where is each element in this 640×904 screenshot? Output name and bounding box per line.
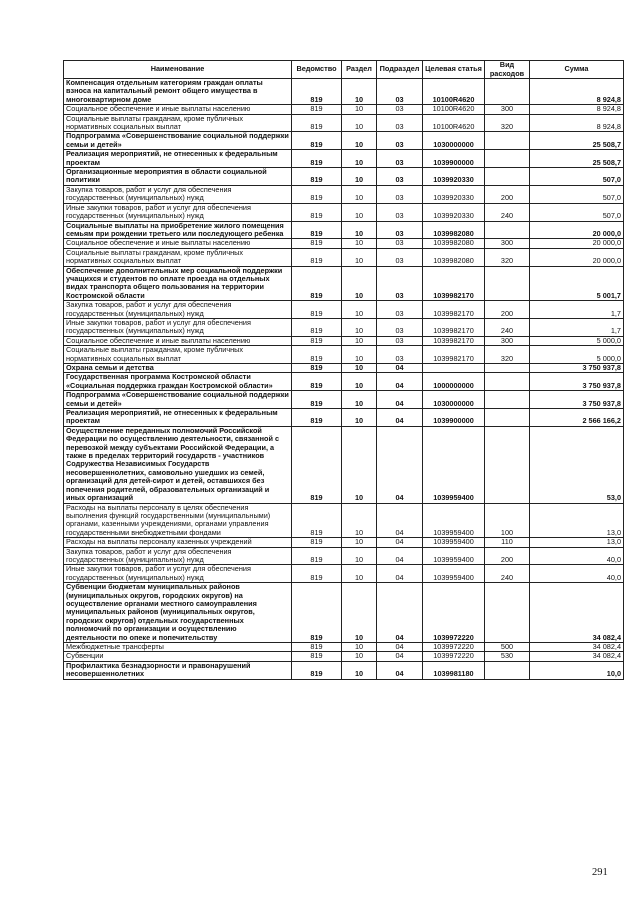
cell-article: [423, 364, 485, 373]
header-subsection: Подраздел: [377, 61, 423, 79]
cell-sum: 5 000,0: [530, 336, 624, 345]
cell-subsection: 03: [377, 301, 423, 319]
table-row: [64, 391, 624, 409]
cell-name: Социальные выплаты гражданам, кроме публичных нормативных социальных выплат: [64, 114, 292, 132]
cell-name: Реализация мероприятий, не отнесенных к федеральным проектам: [64, 150, 292, 168]
cell-article: 1039982170: [423, 318, 485, 336]
cell-section: 10: [342, 503, 377, 538]
cell-section: 10: [342, 150, 377, 168]
cell-subsection: 03: [377, 221, 423, 239]
cell-kind: [485, 79, 530, 105]
cell-kind: 240: [485, 565, 530, 583]
cell-article: 1039982170: [423, 346, 485, 364]
cell-article: 1039920330: [423, 185, 485, 203]
cell-kind: 300: [485, 239, 530, 248]
cell-subsection: 04: [377, 503, 423, 538]
table-row: [64, 426, 624, 503]
cell-name: Субвенции: [64, 652, 292, 661]
cell-dept: 819: [292, 547, 342, 565]
cell-name: Закупка товаров, работ и услуг для обеспечения государственных (муниципальных) нужд: [64, 301, 292, 319]
cell-article: 10100R4620: [423, 79, 485, 105]
cell-subsection: 03: [377, 185, 423, 203]
cell-article: 1039972220: [423, 652, 485, 661]
cell-kind: 320: [485, 114, 530, 132]
cell-name: Расходы на выплаты персоналу казенных учреждений: [64, 538, 292, 547]
cell-sum: 507,0: [530, 168, 624, 186]
cell-kind: 200: [485, 185, 530, 203]
cell-kind: [485, 221, 530, 239]
table-header-row: [64, 61, 624, 79]
cell-subsection: 03: [377, 318, 423, 336]
cell-subsection: 03: [377, 266, 423, 301]
cell-name: Обеспечение дополнительных мер социальной поддержки учащихся и студентов по оплате проезда на отдельных видах транспорта общего пользования на территории Костромской области: [64, 266, 292, 301]
cell-dept: 819: [292, 168, 342, 186]
cell-article: 1039982080: [423, 248, 485, 266]
cell-name: Расходы на выплаты персоналу в целях обеспечения выполнения функций государственными (муниципальными) органами, казенными учреждениями, органами управления государственными внебюджетными фондами: [64, 503, 292, 538]
cell-dept: 819: [292, 652, 342, 661]
cell-name: Организационные мероприятия в области социальной политики: [64, 168, 292, 186]
cell-sum: 507,0: [530, 203, 624, 221]
cell-article: 1039959400: [423, 547, 485, 565]
table-row: [64, 203, 624, 221]
table-row: [64, 538, 624, 547]
cell-section: 10: [342, 652, 377, 661]
cell-section: 10: [342, 248, 377, 266]
cell-sum: 507,0: [530, 185, 624, 203]
table-row: [64, 373, 624, 391]
cell-dept: 819: [292, 583, 342, 643]
cell-subsection: 04: [377, 391, 423, 409]
cell-article: 1039982080: [423, 239, 485, 248]
cell-article: 1039900000: [423, 409, 485, 427]
cell-dept: 819: [292, 426, 342, 503]
cell-kind: [485, 373, 530, 391]
cell-subsection: 04: [377, 643, 423, 652]
cell-section: 10: [342, 373, 377, 391]
cell-kind: 240: [485, 203, 530, 221]
cell-sum: 34 082,4: [530, 643, 624, 652]
cell-dept: 819: [292, 346, 342, 364]
cell-dept: 819: [292, 364, 342, 373]
cell-sum: 3 750 937,8: [530, 391, 624, 409]
cell-dept: 819: [292, 301, 342, 319]
table-row: [64, 547, 624, 565]
header-name: Наименование: [64, 61, 292, 79]
cell-name: Профилактика безнадзорности и правонарушений несовершеннолетних: [64, 661, 292, 679]
header-dept: Ведомство: [292, 61, 342, 79]
cell-name: Государственная программа Костромской области «Социальная поддержка граждан Костромской области»: [64, 373, 292, 391]
header-section: Раздел: [342, 61, 377, 79]
cell-article: 1039972220: [423, 643, 485, 652]
header-article: Целевая статья: [423, 61, 485, 79]
table-row: [64, 185, 624, 203]
cell-subsection: 04: [377, 538, 423, 547]
cell-name: Социальное обеспечение и иные выплаты населению: [64, 239, 292, 248]
table-row: [64, 114, 624, 132]
cell-sum: 1,7: [530, 318, 624, 336]
cell-dept: 819: [292, 150, 342, 168]
table-row: [64, 266, 624, 301]
cell-section: 10: [342, 301, 377, 319]
cell-dept: 819: [292, 318, 342, 336]
cell-name: Реализация мероприятий, не отнесенных к федеральным проектам: [64, 409, 292, 427]
cell-kind: 300: [485, 336, 530, 345]
cell-sum: 3 750 937,8: [530, 364, 624, 373]
cell-name: Компенсация отдельным категориям граждан оплаты взноса на капитальный ремонт общего имущества в многоквартирном доме: [64, 79, 292, 105]
cell-section: 10: [342, 565, 377, 583]
cell-kind: [485, 266, 530, 301]
cell-name: Социальное обеспечение и иные выплаты населению: [64, 336, 292, 345]
cell-subsection: 04: [377, 426, 423, 503]
cell-section: 10: [342, 391, 377, 409]
cell-section: 10: [342, 364, 377, 373]
cell-kind: 240: [485, 318, 530, 336]
cell-dept: 819: [292, 565, 342, 583]
table-row: [64, 105, 624, 114]
cell-subsection: 03: [377, 203, 423, 221]
cell-section: 10: [342, 79, 377, 105]
cell-subsection: 04: [377, 373, 423, 391]
cell-sum: 40,0: [530, 565, 624, 583]
cell-section: 10: [342, 346, 377, 364]
table-row: [64, 503, 624, 538]
cell-kind: 500: [485, 643, 530, 652]
table-row: [64, 221, 624, 239]
table-row: [64, 643, 624, 652]
cell-dept: 819: [292, 661, 342, 679]
cell-dept: 819: [292, 643, 342, 652]
cell-section: 10: [342, 661, 377, 679]
cell-kind: [485, 661, 530, 679]
table-row: [64, 318, 624, 336]
cell-article: 1039982170: [423, 266, 485, 301]
cell-section: 10: [342, 168, 377, 186]
cell-sum: 34 082,4: [530, 652, 624, 661]
table-row: [64, 661, 624, 679]
cell-name: Иные закупки товаров, работ и услуг для обеспечения государственных (муниципальных) нужд: [64, 203, 292, 221]
cell-dept: 819: [292, 266, 342, 301]
cell-name: Подпрограмма «Совершенствование социальной поддержки семьи и детей»: [64, 391, 292, 409]
cell-subsection: 03: [377, 248, 423, 266]
cell-kind: 320: [485, 248, 530, 266]
cell-article: 1039959400: [423, 503, 485, 538]
cell-sum: 53,0: [530, 426, 624, 503]
cell-subsection: 03: [377, 105, 423, 114]
cell-dept: 819: [292, 391, 342, 409]
cell-section: 10: [342, 538, 377, 547]
cell-article: 1039959400: [423, 565, 485, 583]
cell-sum: 25 508,7: [530, 150, 624, 168]
cell-subsection: 03: [377, 239, 423, 248]
cell-subsection: 04: [377, 409, 423, 427]
cell-sum: 20 000,0: [530, 221, 624, 239]
cell-kind: 320: [485, 346, 530, 364]
table-row: [64, 248, 624, 266]
cell-section: 10: [342, 203, 377, 221]
cell-name: Иные закупки товаров, работ и услуг для обеспечения государственных (муниципальных) нужд: [64, 565, 292, 583]
cell-name: Закупка товаров, работ и услуг для обеспечения государственных (муниципальных) нужд: [64, 547, 292, 565]
cell-kind: [485, 426, 530, 503]
table-row: [64, 336, 624, 345]
table-row: [64, 409, 624, 427]
table-row: [64, 301, 624, 319]
cell-article: 1000000000: [423, 373, 485, 391]
cell-kind: 530: [485, 652, 530, 661]
cell-dept: 819: [292, 203, 342, 221]
cell-article: 1030000000: [423, 391, 485, 409]
cell-section: 10: [342, 583, 377, 643]
cell-kind: 110: [485, 538, 530, 547]
cell-kind: [485, 132, 530, 150]
cell-dept: 819: [292, 221, 342, 239]
cell-kind: [485, 364, 530, 373]
cell-section: 10: [342, 643, 377, 652]
cell-kind: [485, 391, 530, 409]
cell-kind: 200: [485, 547, 530, 565]
header-kind: Вид расходов: [485, 61, 530, 79]
cell-dept: 819: [292, 105, 342, 114]
cell-subsection: 04: [377, 583, 423, 643]
cell-sum: 8 924,8: [530, 79, 624, 105]
cell-kind: [485, 168, 530, 186]
cell-subsection: 03: [377, 346, 423, 364]
cell-name: Социальные выплаты на приобретение жилого помещения семьям при рождении третьего или последующего ребенка: [64, 221, 292, 239]
table-row: [64, 583, 624, 643]
cell-section: 10: [342, 221, 377, 239]
cell-section: 10: [342, 336, 377, 345]
cell-name: Социальные выплаты гражданам, кроме публичных нормативных социальных выплат: [64, 346, 292, 364]
table-row: [64, 652, 624, 661]
cell-sum: 2 566 166,2: [530, 409, 624, 427]
cell-dept: 819: [292, 114, 342, 132]
cell-article: 1039900000: [423, 150, 485, 168]
table-row: [64, 132, 624, 150]
budget-table: [63, 60, 624, 680]
cell-name: Социальные выплаты гражданам, кроме публичных нормативных социальных выплат: [64, 248, 292, 266]
cell-name: Социальное обеспечение и иные выплаты населению: [64, 105, 292, 114]
cell-sum: 34 082,4: [530, 583, 624, 643]
cell-sum: 13,0: [530, 503, 624, 538]
cell-dept: 819: [292, 248, 342, 266]
cell-kind: 300: [485, 105, 530, 114]
cell-name: Охрана семьи и детства: [64, 364, 292, 373]
cell-dept: 819: [292, 132, 342, 150]
cell-section: 10: [342, 132, 377, 150]
cell-subsection: 04: [377, 652, 423, 661]
cell-subsection: 04: [377, 565, 423, 583]
cell-article: 1039920330: [423, 168, 485, 186]
cell-subsection: 03: [377, 168, 423, 186]
page-number: 291: [592, 867, 608, 878]
cell-article: 1030000000: [423, 132, 485, 150]
cell-section: 10: [342, 318, 377, 336]
cell-name: Закупка товаров, работ и услуг для обеспечения государственных (муниципальных) нужд: [64, 185, 292, 203]
cell-kind: 200: [485, 301, 530, 319]
cell-article: 1039959400: [423, 426, 485, 503]
cell-dept: 819: [292, 239, 342, 248]
table-body: [64, 79, 624, 680]
cell-name: Межбюджетные трансферты: [64, 643, 292, 652]
cell-section: 10: [342, 547, 377, 565]
header-sum: Сумма: [530, 61, 624, 79]
cell-subsection: 03: [377, 114, 423, 132]
cell-sum: 1,7: [530, 301, 624, 319]
cell-article: 10100R4620: [423, 105, 485, 114]
cell-sum: 13,0: [530, 538, 624, 547]
cell-kind: [485, 409, 530, 427]
cell-section: 10: [342, 105, 377, 114]
cell-kind: 100: [485, 503, 530, 538]
cell-section: 10: [342, 114, 377, 132]
table-row: [64, 150, 624, 168]
cell-subsection: 03: [377, 132, 423, 150]
cell-sum: 8 924,8: [530, 105, 624, 114]
cell-subsection: 04: [377, 547, 423, 565]
table-row: [64, 364, 624, 373]
cell-dept: 819: [292, 503, 342, 538]
cell-name: Иные закупки товаров, работ и услуг для обеспечения государственных (муниципальных) нужд: [64, 318, 292, 336]
cell-dept: 819: [292, 409, 342, 427]
cell-subsection: 03: [377, 79, 423, 105]
table-row: [64, 346, 624, 364]
table-row: [64, 168, 624, 186]
cell-sum: 20 000,0: [530, 239, 624, 248]
cell-article: 10100R4620: [423, 114, 485, 132]
cell-dept: 819: [292, 538, 342, 547]
table-row: [64, 79, 624, 105]
cell-dept: 819: [292, 79, 342, 105]
cell-subsection: 03: [377, 150, 423, 168]
cell-subsection: 03: [377, 336, 423, 345]
cell-article: 1039972220: [423, 583, 485, 643]
cell-sum: 5 000,0: [530, 346, 624, 364]
cell-dept: 819: [292, 336, 342, 345]
cell-dept: 819: [292, 373, 342, 391]
cell-sum: 10,0: [530, 661, 624, 679]
cell-sum: 5 001,7: [530, 266, 624, 301]
cell-section: 10: [342, 426, 377, 503]
table-row: [64, 239, 624, 248]
cell-section: 10: [342, 239, 377, 248]
cell-article: 1039920330: [423, 203, 485, 221]
cell-section: 10: [342, 266, 377, 301]
cell-section: 10: [342, 185, 377, 203]
cell-article: 1039982170: [423, 301, 485, 319]
cell-article: 1039981180: [423, 661, 485, 679]
cell-article: 1039982080: [423, 221, 485, 239]
cell-name: Субвенции бюджетам муниципальных районов (муниципальных округов, городских округов) на осуществление органами местного самоуправления муниципальных районов (муниципальных округов, городских округов) отдельных государственных полномочий по организации и осуществлению деятельности по опеке и попечительству: [64, 583, 292, 643]
table-row: [64, 565, 624, 583]
cell-section: 10: [342, 409, 377, 427]
cell-sum: 20 000,0: [530, 248, 624, 266]
cell-sum: 40,0: [530, 547, 624, 565]
cell-subsection: 04: [377, 661, 423, 679]
cell-subsection: 04: [377, 364, 423, 373]
cell-name: Осуществление переданных полномочий Российской Федерации по осуществлению деятельности, связанной с перевозкой между субъектами Российской Федерации, а также в пределах территорий государств - участников Содружества Независимых Государств несовершеннолетних, самовольно ушедших из семей, организаций для детей-сирот и детей, оставшихся без попечения родителей, образовательных организаций и иных организаций: [64, 426, 292, 503]
cell-sum: 25 508,7: [530, 132, 624, 150]
cell-dept: 819: [292, 185, 342, 203]
cell-sum: 3 750 937,8: [530, 373, 624, 391]
cell-article: 1039982170: [423, 336, 485, 345]
cell-sum: 8 924,8: [530, 114, 624, 132]
cell-kind: [485, 583, 530, 643]
cell-kind: [485, 150, 530, 168]
cell-name: Подпрограмма «Совершенствование социальной поддержки семьи и детей»: [64, 132, 292, 150]
cell-article: 1039959400: [423, 538, 485, 547]
